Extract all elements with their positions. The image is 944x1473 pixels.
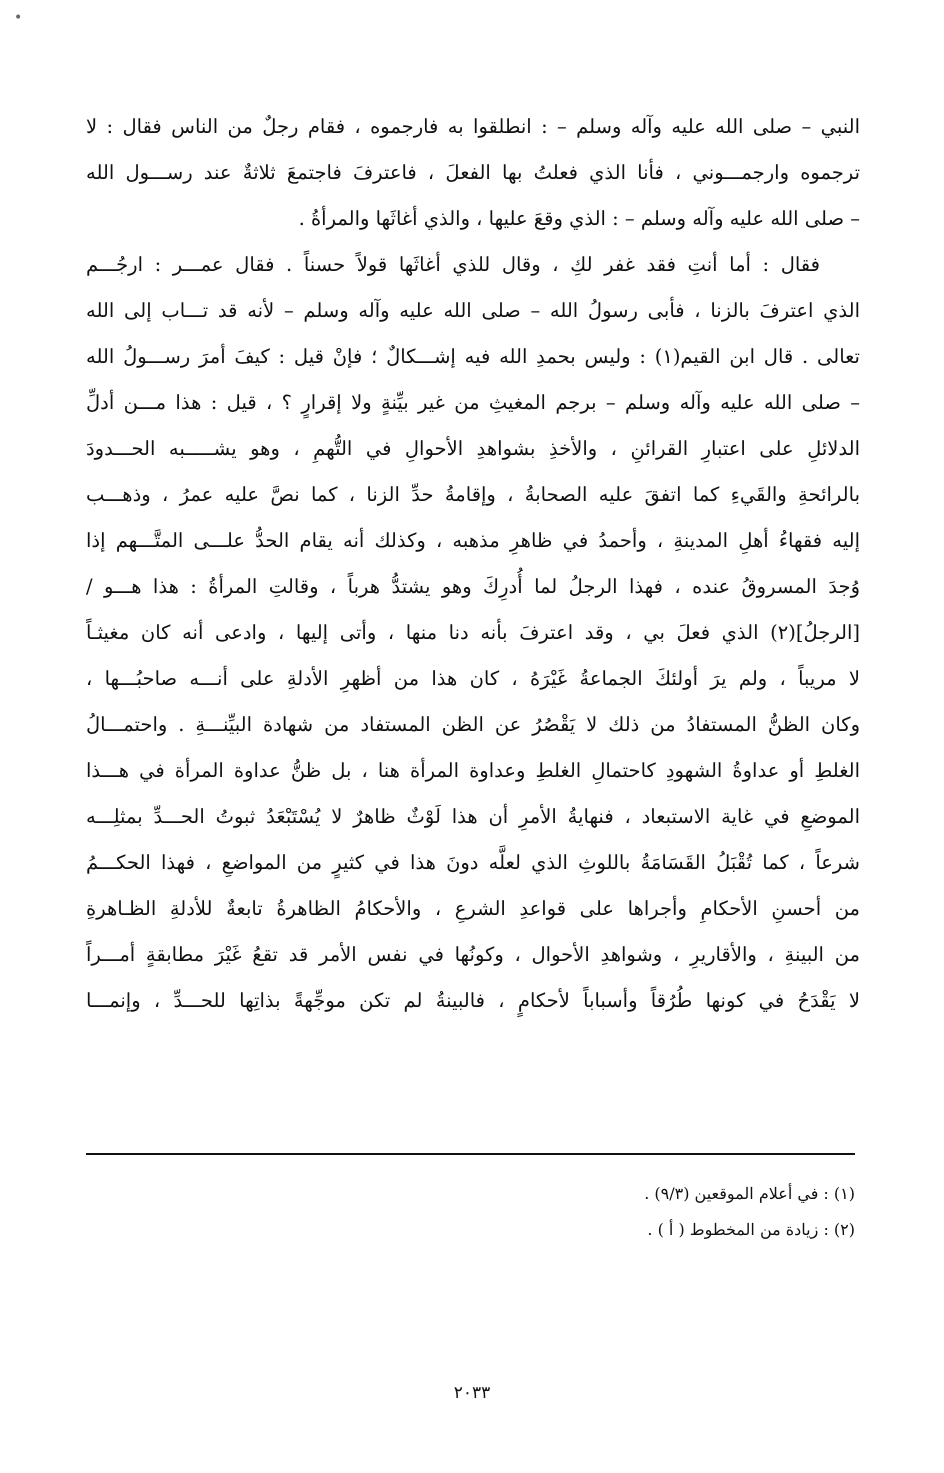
- text-line: بالرائحةِ والقَيءِ كما اتفقَ عليه الصحابةُ ، وإقامةُ حدِّ الزنا ، كما نصَّ عليه عمرُ ، وذهـــب: [86, 483, 860, 506]
- footnote-2: (٢) : زيادة من المخطوط ( أ ) .: [647, 1220, 855, 1239]
- text-line: الدلائلِ على اعتبارِ القرائنِ ، والأخذِ بشواهدِ الأحوالِ في التُّهمِ ، وهو يشـــــبه الحـــدودَ: [86, 437, 860, 460]
- text-line: شرعاً ، كما تُقْبَلُ القَسَامَةُ باللوثِ الذي لعلَّه دونَ هذا في كثيرٍ من المواضعِ ، فهذا الحكـــمُ: [86, 851, 860, 874]
- text-line: وكان الظنُّ المستفادُ من ذلك لا يَقْصُرُ عن الظن المستفاد من شهادة البيِّنـــةِ . واحتمـــالُ: [86, 713, 860, 736]
- footnotes: [86, 1176, 855, 1248]
- paragraph-2: [86, 242, 860, 1024]
- footnote-divider: [86, 1153, 855, 1155]
- paragraph-1: [86, 104, 860, 242]
- text-line: الغلطِ أو عداوةُ الشهودِ كاحتمالِ الغلطِ وعداوة المرأة هنا ، بل ظنُّ عداوة المرأة في هـــذا: [86, 759, 860, 782]
- text-line: لا يَقْدَحُ في كونها طُرُقاً وأسباباً لأحكامٍ ، فالبينةُ لم تكن موجِّهةً بذاتِها للحـــدِّ ، وإنمـــا: [86, 989, 860, 1012]
- text-line: تعالى . قال ابن القيم(١) : وليس بحمدِ الله فيه إشـــكالٌ ؛ فإنْ قيل : كيفَ أمرَ رســـولُ الله: [86, 345, 860, 368]
- text-line: الذي اعترفَ بالزنا ، فأبى رسولُ الله – صلى الله عليه وآله وسلم – لأنه قد تـــاب إلى الله: [86, 299, 860, 322]
- text-line: فقال : أما أنتِ فقد غفر لكِ ، وقال للذي أغاثَها قولاً حسناً . فقال عمـــر : ارجُـــم: [86, 253, 820, 276]
- page-number: ٢٠٣٣: [453, 1383, 491, 1403]
- corner-mark: •: [14, 10, 23, 26]
- text-line: ترجموه وارجمـــوني ، فأنا الذي فعلتُ بها الفعلَ ، فاعترفَ فاجتمعَ ثلاثةٌ عند رســـول الله: [86, 161, 860, 184]
- text-line: – صلى الله عليه وآله وسلم – : الذي وقعَ عليها ، والذي أغاثَها والمرأةُ .: [298, 207, 860, 230]
- text-line: [الرجلُ](٢) الذي فعلَ بي ، وقد اعترفَ بأنه دنا منها ، وأتى إليها ، وادعى أنه كان مغيثـاً: [86, 621, 860, 644]
- text-line: إليه فقهاءُ أهلِ المدينةِ ، وأحمدُ في ظاهرِ مذهبه ، وكذلك أنه يقام الحدُّ علـــى المتَّـــهم إذا: [86, 529, 860, 552]
- text-line: النبي – صلى الله عليه وآله وسلم – : انطلقوا به فارجموه ، فقام رجلٌ من الناس فقال : لا: [86, 115, 860, 138]
- text-line: لا مريباً ، ولم يرَ أولئكَ الجماعةُ غَيْرَهُ ، كان هذا من أظهرِ الأدلةِ على أنـــه صاحبُـــها ،: [86, 667, 860, 690]
- text-line: من أحسنِ الأحكامِ وأجراها على قواعدِ الشرعِ ، والأحكامُ الظاهرةُ تابعةٌ للأدلةِ الظـاهرةِ: [86, 897, 860, 920]
- text-line: الموضعِ في غاية الاستبعاد ، فنهايةُ الأمرِ أن هذا لَوْثٌ ظاهرٌ لا يُسْتَبْعَدُ ثبوتُ الحـــدِّ بمثلِـــه: [86, 805, 860, 828]
- text-line: من البينةِ ، والأقاريرِ ، وشواهدِ الأحوال ، وكونُها في نفس الأمر قد تقعُ غَيْرَ مطابقةٍ أمـــراً: [86, 943, 860, 966]
- main-text: [86, 104, 860, 1024]
- footnote-1: (١) : في أعلام الموقعين (٩/٣) .: [644, 1184, 855, 1203]
- text-line: وُجدَ المسروقُ عنده ، فهذا الرجلُ لما أُدرِكَ وهو يشتدُّ هرباً ، وقالتِ المرأةُ : هذا هـــو /: [86, 575, 860, 598]
- text-line: – صلى الله عليه وآله وسلم – برجم المغيثِ من غير بيِّنةٍ ولا إقرارٍ ؟ ، قيل : هذا مـــن أدلِّ: [86, 391, 860, 414]
